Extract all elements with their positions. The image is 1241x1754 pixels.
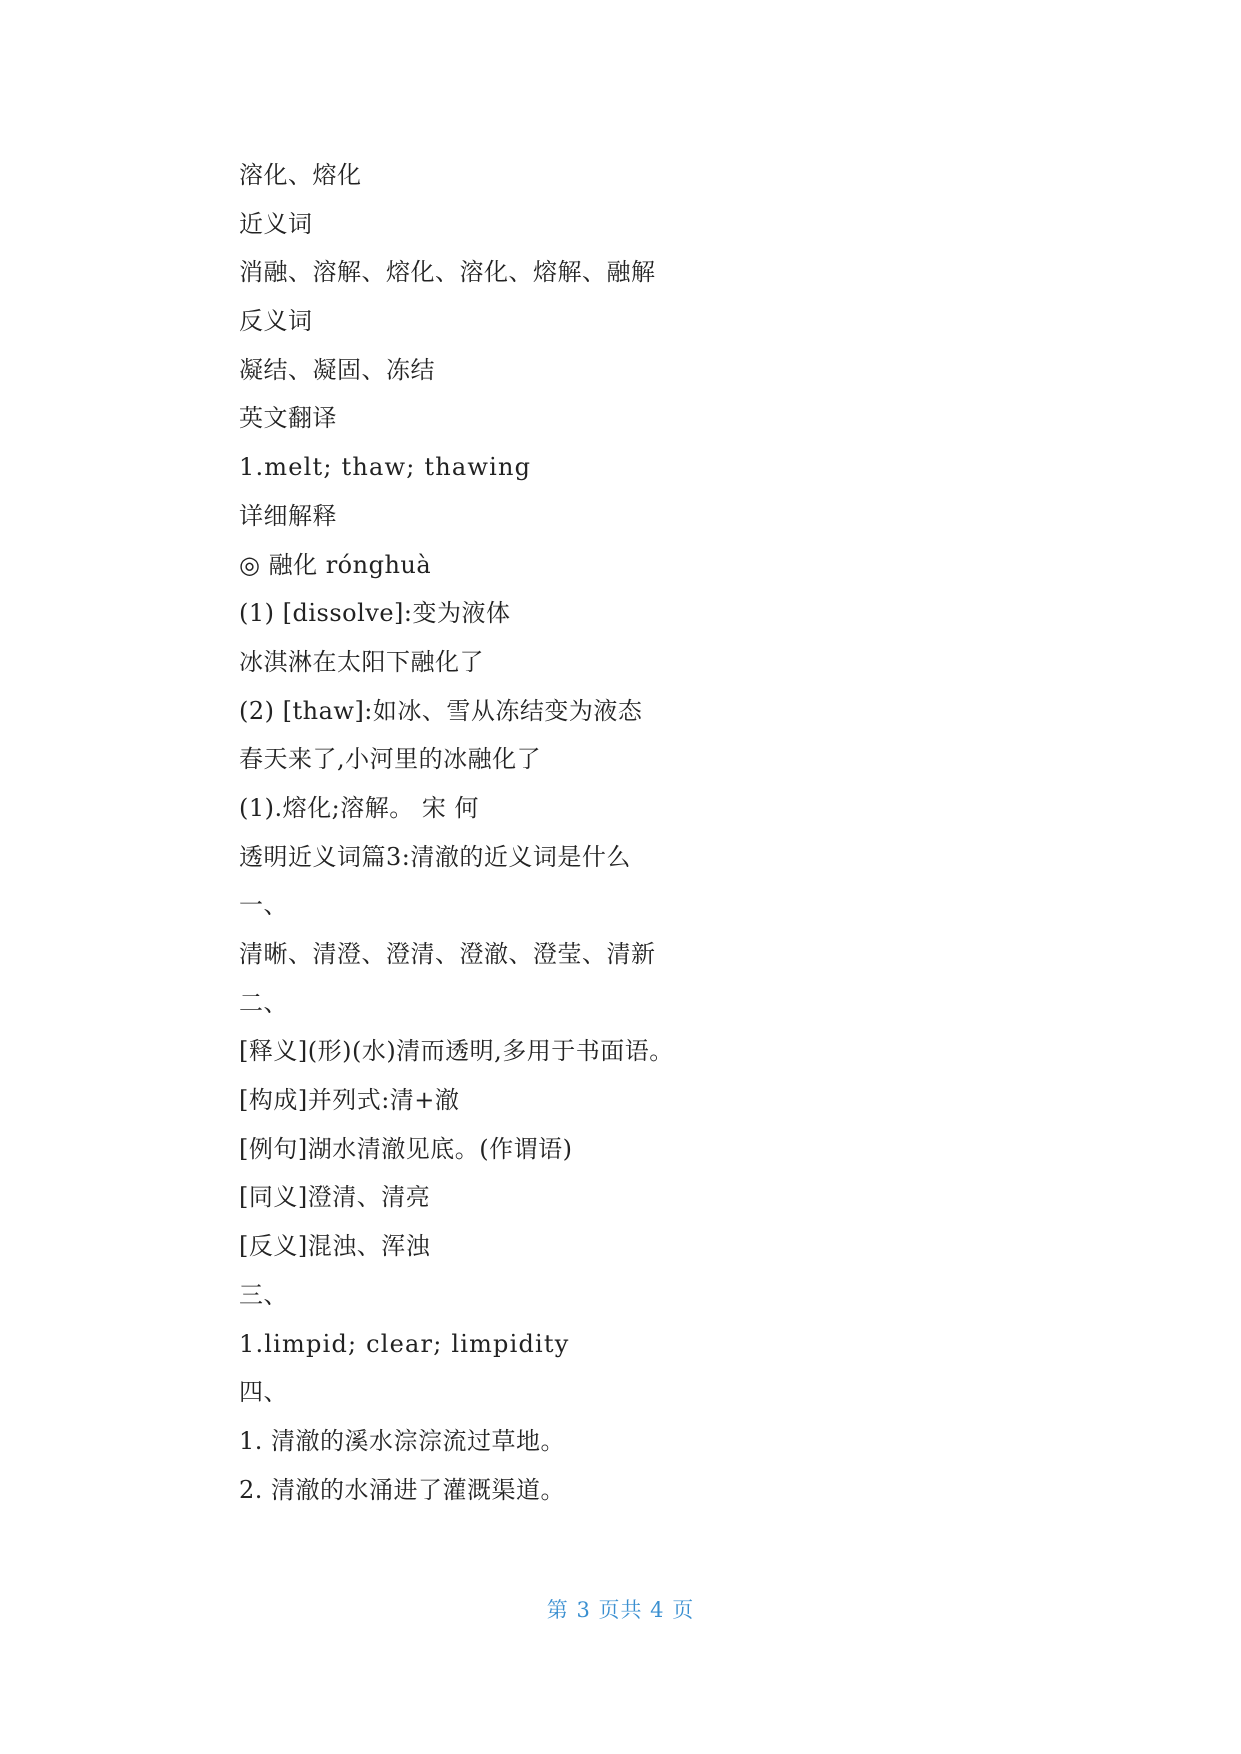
text-line: [同义]澄清、清亮 <box>239 1183 431 1212</box>
text-line: 透明近义词篇3:清澈的近义词是什么 <box>239 842 631 871</box>
text-line: 冰淇淋在太阳下融化了 <box>239 647 484 676</box>
text-line: 春天来了,小河里的冰融化了 <box>239 745 542 774</box>
text-line: [反义]混浊、浑浊 <box>239 1232 431 1261</box>
text-line: 1.melt; thaw; thawing <box>239 453 532 482</box>
text-line: 近义词 <box>239 209 313 238</box>
text-line: (2) [thaw]:如冰、雪从冻结变为液态 <box>239 696 643 725</box>
text-line: 一、 <box>239 891 288 920</box>
text-line: ◎ 融化 rónghuà <box>239 550 432 579</box>
text-line: 溶化、熔化 <box>239 161 362 189</box>
text-line: 1.limpid; clear; limpidity <box>239 1329 570 1358</box>
document-body <box>239 155 1099 1518</box>
page-number-footer: 第 3 页共 4 页 <box>546 1598 695 1622</box>
text-line: 反义词 <box>239 307 313 336</box>
text-line: 英文翻译 <box>239 404 337 433</box>
text-line: 清晰、清澄、澄清、澄澈、澄莹、清新 <box>239 940 656 968</box>
text-line: 四、 <box>239 1378 288 1407</box>
text-line: 二、 <box>239 988 288 1017</box>
text-line: (1).熔化;溶解。 宋 何 <box>239 793 479 822</box>
text-line: [例句]湖水清澈见底。(作谓语) <box>239 1134 573 1163</box>
text-line: (1) [dissolve]:变为液体 <box>239 599 511 628</box>
text-line: [释义](形)(水)清而透明,多用于书面语。 <box>239 1037 674 1066</box>
text-line: 详细解释 <box>239 501 337 530</box>
text-line: 凝结、凝固、冻结 <box>239 355 435 384</box>
text-line: 消融、溶解、熔化、溶化、熔解、融解 <box>239 258 656 287</box>
text-line: 1. 清澈的溪水淙淙流过草地。 <box>239 1426 566 1455</box>
text-line: 2. 清澈的水涌进了灌溉渠道。 <box>239 1475 566 1504</box>
text-line: 三、 <box>239 1280 288 1309</box>
text-line: [构成]并列式:清+澈 <box>239 1086 460 1115</box>
